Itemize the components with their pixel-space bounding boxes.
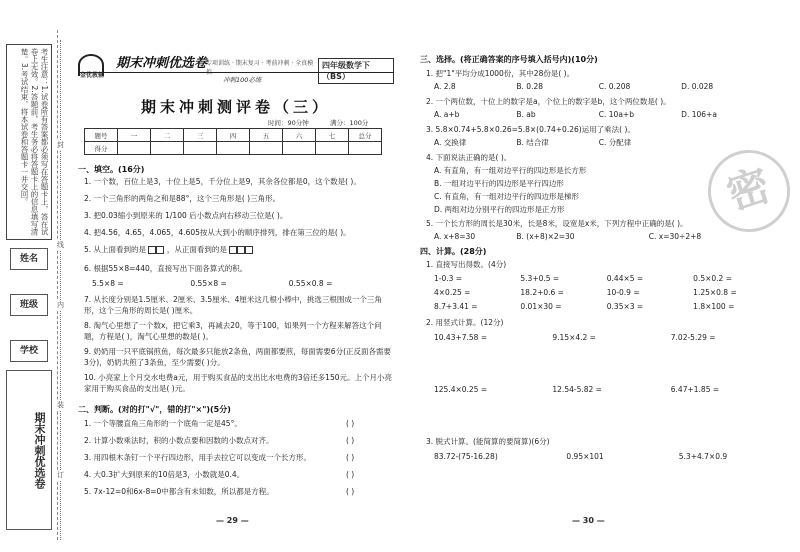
left-page xyxy=(78,40,394,540)
score-row-label: 得分 xyxy=(85,142,118,155)
calc-part1-title: 1. 直接写出得数。(4分) xyxy=(426,260,507,269)
cube-view-icon xyxy=(229,246,237,254)
direct-item: 5.3+0.5 = xyxy=(520,274,560,283)
option: D. 两组对边分别平行的四边形是正方形 xyxy=(434,205,565,214)
score-cell[interactable] xyxy=(250,142,283,155)
page-number-right: — 30 — xyxy=(572,516,605,525)
confidential-seal: 密 xyxy=(697,139,800,242)
mixed-item: 0.95×101 xyxy=(566,452,604,461)
direct-item: 10-0.9 = xyxy=(606,288,640,297)
full-score: 满分：100分 xyxy=(330,119,369,127)
answer-bracket[interactable]: ( ) xyxy=(346,470,355,479)
option: B. ab xyxy=(516,110,536,119)
score-cell[interactable] xyxy=(349,142,382,155)
answer-bracket[interactable]: ( ) xyxy=(346,419,355,428)
score-cell[interactable] xyxy=(316,142,349,155)
exam-time: 时间：90分钟 xyxy=(268,119,309,127)
option: A. 2.8 xyxy=(434,82,456,91)
fill-q7: 7. 从长度分别是1.5厘米、2厘米、3.5厘米、4厘米这几根小棒中，挑选三根围成一个三角形，这个三角形的周长是( )厘米。 xyxy=(84,295,382,315)
direct-item: 18.2+0.6 = xyxy=(520,288,564,297)
vertical-row xyxy=(434,332,774,343)
choice-q5: 5. 一个长方形的周长是30米，长是8米，设宽是x米，下列方程中正确的是( )。 xyxy=(426,219,688,228)
option: B. 一组对边平行的四边形是平行四边形 xyxy=(434,179,564,188)
fill-q8: 8. 淘气心里想了一个数x，把它乘3，再减去20，等于100，如果列一个方程来解答这个问题，方程是( )，淘气心里想的数是( )。 xyxy=(84,321,382,341)
option: B. 0.28 xyxy=(516,82,544,91)
motto: 冲刺100必练 xyxy=(223,76,262,84)
score-header: 七 xyxy=(316,129,349,142)
option: A. 交换律 xyxy=(434,138,467,147)
choice-q1: 1. 把"1"平均分成1000份，其中28份是( )。 xyxy=(426,69,575,78)
brand-slogan: 专项训练 · 期末复习 · 考前冲刺 · 全真模拟 xyxy=(206,60,314,76)
calc-part2-title: 2. 用竖式计算。(12分) xyxy=(426,318,504,327)
fill-q6: 6. 根据55×8=440，直接写出下面各算式的积。 xyxy=(84,264,248,273)
vertical-row xyxy=(434,384,774,395)
fill-q3: 3. 把0.03缩小到原来的 1/100 后小数点向右移动三位是( )。 xyxy=(84,211,288,220)
fill-q9: 9. 奶奶用一只平底锅煎鱼，每次最多只能放2条鱼，两面都要煎，每面需要6分(正反面各需要3分)，奶奶共煎了3条鱼，至少需要( )分。 xyxy=(84,347,392,367)
calc-part3-title: 3. 脱式计算。(能简算的要简算)(6分) xyxy=(426,437,550,446)
right-page xyxy=(420,40,770,540)
direct-item: 1.25×0.8 = xyxy=(693,288,737,297)
direct-item: 0.5×0.2 = xyxy=(693,274,732,283)
product-item: 5.5×8 = xyxy=(92,279,124,288)
score-cell[interactable] xyxy=(151,142,184,155)
choice-q2: 2. 一个两位数，十位上的数字是a，个位上的数字是b，这个两位数是( )。 xyxy=(426,97,671,106)
school-label: 学校 xyxy=(10,340,48,362)
option: C. 0.208 xyxy=(598,82,631,91)
fill-q2: 2. 一个三角形的两角之和是88°，这个三角形是( )三角形。 xyxy=(84,194,281,203)
vertical-item: 12.54-5.82 = xyxy=(552,385,602,394)
answer-bracket[interactable]: ( ) xyxy=(346,453,355,462)
mixed-item: 5.3+4.7×0.9 xyxy=(678,452,728,461)
fold-label: 订 xyxy=(57,471,64,479)
judge-item: 5. 7x-12=0和6x-8=0中都含有未知数，所以都是方程。 xyxy=(84,487,274,496)
fill-q5-text: 5. 从上面看到的是 xyxy=(84,245,147,254)
fill-q5-text: ，从正面看到的是 xyxy=(166,245,227,254)
answer-bracket[interactable]: ( ) xyxy=(346,436,355,445)
direct-row xyxy=(434,273,774,284)
page-number-left: — 29 — xyxy=(216,516,249,525)
binding-sidebar xyxy=(0,30,58,540)
choice-q3: 3. 5.8×0.74+5.8×0.26=5.8×(0.74+0.26)运用了乘法( )。 xyxy=(426,125,635,134)
publisher-name: 金优教辅 xyxy=(80,72,105,79)
score-header: 五 xyxy=(250,129,283,142)
direct-item: 8.7+3.41 = xyxy=(434,302,478,311)
score-header: 三 xyxy=(184,129,217,142)
mixed-item: 83.72-(75-16.28) xyxy=(434,452,498,461)
fold-label: 线 xyxy=(57,241,64,249)
sidebar-logo: 期末冲刺优选卷 xyxy=(6,370,52,530)
exam-instructions: 考生注意：1.试卷所有答案都必须写在答题卡上，答在试卷上无效。2.答题前，考生务必将答题卡上的信息填写清楚。3.考试结束，将本试卷和答题卡一并交回。 xyxy=(6,44,52,240)
option: B. 结合律 xyxy=(516,138,549,147)
section3-heading: 三、选择。(将正确答案的序号填入括号内)(10分) xyxy=(420,55,598,64)
fill-q5 xyxy=(84,244,394,255)
option: A. 有直角，有一组对边平行的四边形是长方形 xyxy=(434,166,587,175)
direct-item: 1-0.3 = xyxy=(434,274,463,283)
grade-label: 四年级数学下（BS） xyxy=(318,58,394,84)
choice-q4: 4. 下面说法正确的是( )。 xyxy=(426,153,512,162)
fill-q1: 1. 一个数，百位上是3，十位上是5，千分位上是9，其余各位都是0，这个数是( )。 xyxy=(84,177,361,186)
mixed-row xyxy=(434,451,774,462)
direct-row xyxy=(434,287,774,298)
score-header: 六 xyxy=(283,129,316,142)
option: A. x+8=30 xyxy=(434,232,476,241)
score-header: 一 xyxy=(118,129,151,142)
cube-view-icon xyxy=(156,246,164,254)
direct-item: 0.44×5 = xyxy=(606,274,644,283)
direct-item: 0.01×30 = xyxy=(520,302,562,311)
score-header: 总分 xyxy=(349,129,382,142)
choice-q1-options xyxy=(434,81,774,92)
fold-label: 内 xyxy=(57,301,64,309)
fill-q4: 4. 把4.56，4.65，4.065，4.605按从大到小的顺序排列，排在第三位的是( )。 xyxy=(84,228,351,237)
score-cell[interactable] xyxy=(184,142,217,155)
score-header: 四 xyxy=(217,129,250,142)
judge-item: 3. 用四根木条钉一个平行四边形，用手去拉它可以变成一个长方形。 xyxy=(84,453,312,462)
judge-item: 1. 一个等腰直角三角形的一个底角一定是45°。 xyxy=(84,419,242,428)
cube-view-icon xyxy=(148,246,156,254)
section2-heading: 二、判断。(对的打"√"，错的打"×")(5分) xyxy=(78,405,231,414)
fold-line xyxy=(60,40,61,540)
vertical-item: 7.02-5.29 = xyxy=(670,333,716,342)
score-table xyxy=(84,128,382,155)
product-item: 0.55×0.8 = xyxy=(288,279,333,288)
direct-row xyxy=(434,301,774,312)
direct-item: 1.8×100 = xyxy=(693,302,735,311)
section1-heading: 一、填空。(16分) xyxy=(78,165,145,174)
fold-label: 装 xyxy=(57,401,64,409)
direct-item: 4×0.25 = xyxy=(434,288,471,297)
option: A. a+b xyxy=(434,110,460,119)
score-cell[interactable] xyxy=(118,142,151,155)
option: C. x=30÷2+8 xyxy=(648,232,702,241)
judge-item: 2. 计算小数乘法时，积的小数点要和因数的小数点对齐。 xyxy=(84,436,274,445)
option: C. 分配律 xyxy=(598,138,632,147)
brand-title: 期末冲刺优选卷 xyxy=(116,56,208,71)
score-cell[interactable] xyxy=(217,142,250,155)
class-label: 班级 xyxy=(10,294,48,316)
score-cell[interactable] xyxy=(283,142,316,155)
fill-q10: 10. 小亮家上个月交水电费a元，用于购买食品的支出比水电费的3倍还多150元。上个月小亮家用于购买食品的支出是( )元。 xyxy=(84,373,392,393)
vertical-item: 125.4×0.25 = xyxy=(434,385,488,394)
choice-q3-options xyxy=(434,137,774,148)
page-title: 期末冲刺测评卷（三） xyxy=(140,98,331,116)
products-row xyxy=(92,278,392,289)
vertical-item: 10.43+7.58 = xyxy=(434,333,488,342)
cube-view-icon xyxy=(245,246,253,254)
vertical-item: 9.15×4.2 = xyxy=(552,333,596,342)
option: B. (x+8)×2=30 xyxy=(516,232,575,241)
judge-item: 4. 大0.3扩大到原来的10倍是3，小数就是0.4。 xyxy=(84,470,245,479)
vertical-item: 6.47+1.85 = xyxy=(670,385,720,394)
choice-q2-options xyxy=(434,109,774,120)
fold-label: 封 xyxy=(57,141,64,149)
score-header: 题号 xyxy=(85,129,118,142)
header-rule xyxy=(78,72,394,73)
answer-bracket[interactable]: ( ) xyxy=(346,487,355,496)
choice-q5-options xyxy=(434,231,774,242)
section4-heading: 四、计算。(28分) xyxy=(420,247,487,256)
option: D. 106+a xyxy=(681,110,717,119)
name-label: 姓名 xyxy=(10,248,48,270)
option: C. 有直角，有一组对边平行的四边形是梯形 xyxy=(434,192,580,201)
option: D. 0.028 xyxy=(681,82,714,91)
direct-item: 0.35×3 = xyxy=(606,302,644,311)
score-header: 二 xyxy=(151,129,184,142)
option: C. 10a+b xyxy=(598,110,634,119)
cube-view-icon xyxy=(237,246,245,254)
product-item: 0.55×8 = xyxy=(190,279,227,288)
